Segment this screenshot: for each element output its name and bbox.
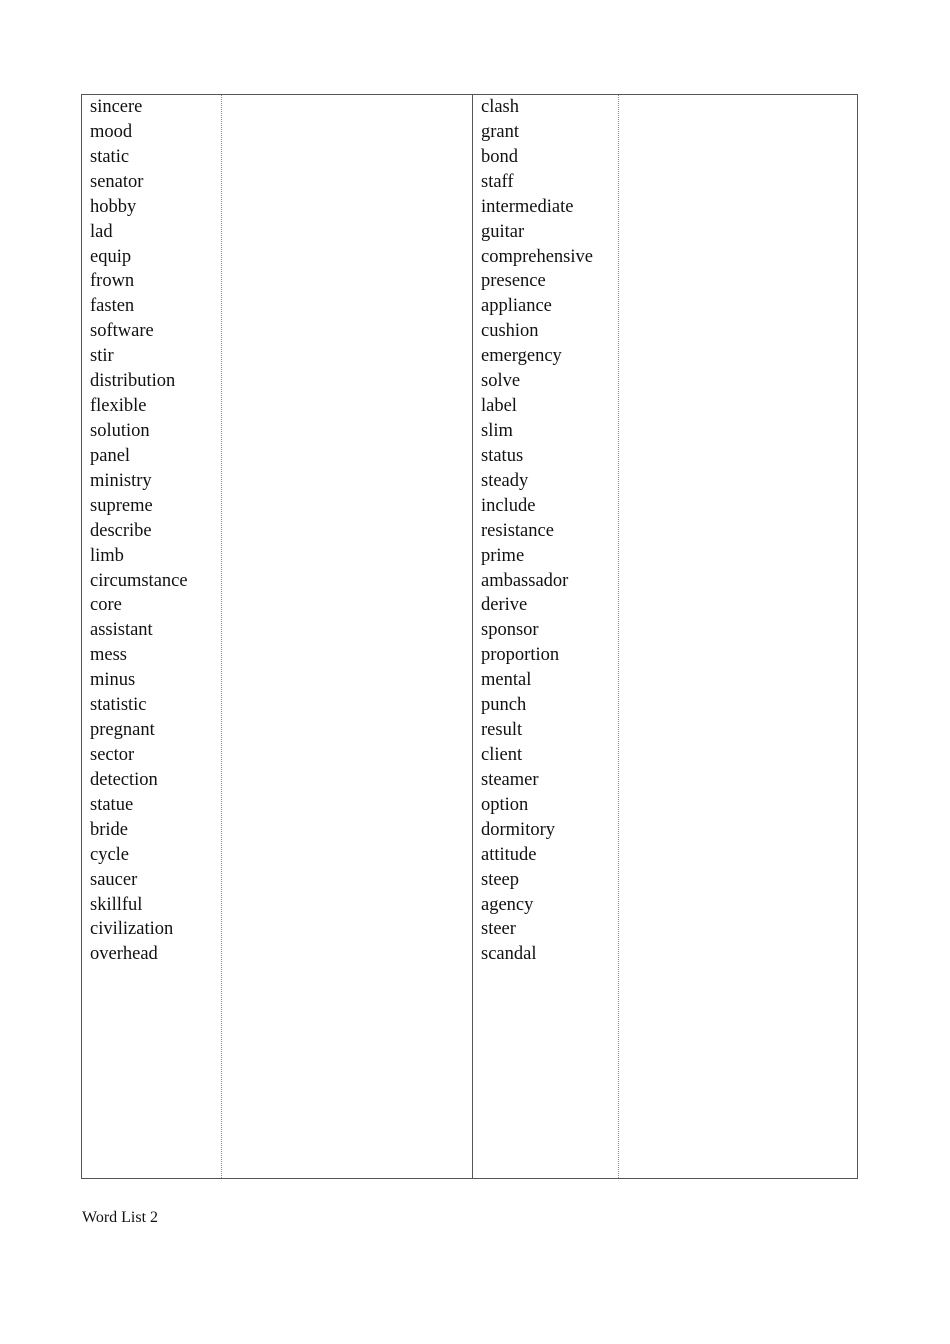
word-item: pregnant — [90, 720, 155, 741]
word-item: staff — [481, 171, 514, 192]
word-item: attitude — [481, 844, 537, 865]
word-item: ambassador — [481, 570, 569, 591]
word-item: steady — [481, 470, 529, 491]
word-item: bond — [481, 146, 518, 167]
word-item: prime — [481, 545, 525, 566]
word-item: overhead — [90, 944, 158, 965]
word-item: static — [90, 146, 130, 167]
right-answer-divider — [618, 95, 619, 1178]
word-item: describe — [90, 520, 152, 541]
word-item: status — [481, 445, 524, 466]
word-item: clash — [481, 97, 520, 117]
word-item: agency — [481, 894, 534, 915]
word-item: civilization — [90, 919, 174, 940]
word-item: sincere — [90, 97, 143, 117]
word-item: include — [481, 495, 536, 516]
word-item: steep — [481, 869, 520, 890]
word-item: guitar — [481, 221, 525, 242]
word-item: client — [481, 744, 523, 765]
word-item: detection — [90, 769, 158, 790]
word-item: frown — [90, 271, 135, 292]
left-answer-divider — [221, 95, 222, 1178]
word-item: sector — [90, 744, 135, 765]
word-item: steer — [481, 919, 516, 940]
left-word-column — [90, 95, 188, 967]
word-item: skillful — [90, 894, 143, 915]
word-item: dormitory — [481, 819, 555, 840]
word-item: circumstance — [90, 570, 188, 591]
word-item: statue — [90, 794, 134, 815]
word-item: core — [90, 595, 122, 616]
word-item: software — [90, 321, 154, 342]
word-item: solution — [90, 420, 150, 441]
word-item: senator — [90, 171, 144, 192]
right-word-column — [481, 95, 593, 967]
word-item: lad — [90, 221, 113, 242]
word-item: result — [481, 720, 523, 741]
word-item: resistance — [481, 520, 554, 541]
word-item: proportion — [481, 645, 560, 666]
word-item: distribution — [90, 371, 176, 392]
word-item: appliance — [481, 296, 552, 317]
center-divider — [472, 95, 473, 1178]
word-item: cushion — [481, 321, 539, 342]
word-item: statistic — [90, 695, 147, 716]
word-item: saucer — [90, 869, 138, 890]
word-item: bride — [90, 819, 129, 840]
word-item: punch — [481, 695, 527, 716]
word-item: intermediate — [481, 196, 574, 217]
page-footer: Word List 2 — [82, 1209, 159, 1226]
word-item: fasten — [90, 296, 135, 317]
word-item: flexible — [90, 396, 147, 417]
word-item: hobby — [90, 196, 137, 217]
word-item: mood — [90, 121, 133, 142]
word-item: supreme — [90, 495, 153, 516]
word-item: mental — [481, 670, 532, 691]
word-item: mess — [90, 645, 127, 666]
word-item: emergency — [481, 346, 562, 367]
word-item: sponsor — [481, 620, 539, 641]
word-item: limb — [90, 545, 124, 566]
word-item: solve — [481, 371, 521, 392]
word-item: steamer — [481, 769, 539, 790]
word-list-table — [81, 94, 858, 1179]
word-item: ministry — [90, 470, 152, 491]
word-item: slim — [481, 420, 513, 441]
word-item: presence — [481, 271, 546, 292]
word-item: derive — [481, 595, 528, 616]
word-item: minus — [90, 670, 136, 691]
word-item: scandal — [481, 944, 537, 965]
word-item: cycle — [90, 844, 130, 865]
word-item: grant — [481, 121, 520, 142]
word-item: panel — [90, 445, 131, 466]
word-item: assistant — [90, 620, 153, 641]
word-item: label — [481, 396, 517, 417]
word-item: equip — [90, 246, 132, 267]
word-item: comprehensive — [481, 246, 593, 267]
word-item: option — [481, 794, 529, 815]
word-item: stir — [90, 346, 114, 367]
